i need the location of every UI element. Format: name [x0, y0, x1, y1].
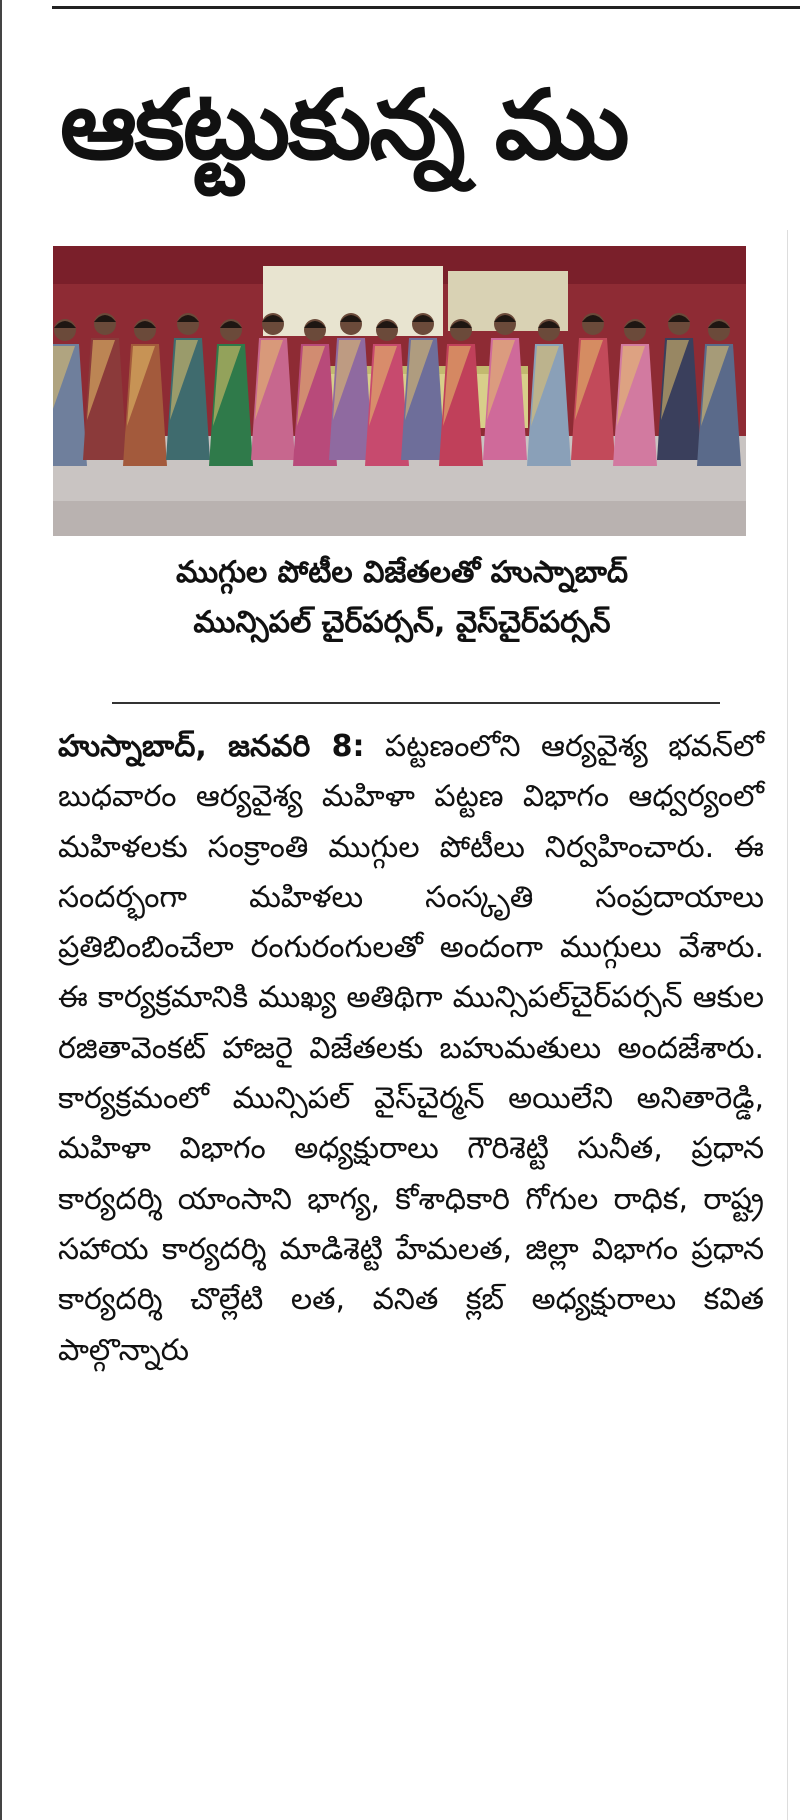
column-left-rule: [0, 0, 2, 1820]
article-headline: ఆకట్టుకున్న ము: [60, 69, 628, 181]
caption-divider: [112, 702, 720, 704]
photo-caption: [62, 548, 742, 648]
article-body-text: పట్టణంలోని ఆర్యవైశ్య భవన్‌లో బుధవారం ఆర్యవైశ్య మహిళా పట్టణ విభాగం ఆధ్వర్యంలో మహిళలకు సంక్రాంతి ముగ్గుల పోటీలు నిర్వహించారు. ఈ సందర్భంగా మహిళలు సంస్కృతి సంప్రదాయాలు ప్రతిబింబించేలా రంగురంగులతో అందంగా ముగ్గులు వేశారు. ఈ కార్యక్రమానికి ముఖ్య అతిథిగా మున్సిపల్‌చైర్‌పర్సన్ ఆకుల రజితావెంకట్ హాజరై విజేతలకు బహుమతులు అందజేశారు. కార్యక్రమంలో మున్సిపల్ వైస్‌చైర్మన్ అయిలేని అనితారెడ్డి, మహిళా విభాగం అధ్యక్షురాలు గౌరిశెట్టి సునీత, ప్రధాన కార్యదర్శి యాంసాని భాగ్య, కోశాధికారి గోగుల రాధిక, రాష్ట్ర సహాయ కార్యదర్శి మాడిశెట్టి హేమలత, జిల్లా విభాగం ప్రధాన కార్యదర్శి చొల్లేటి లత, వనిత క్లబ్ అధ్యక్షురాలు కవిత పాల్గొన్నారు: [58, 729, 764, 1368]
column-right-rule: [787, 230, 788, 1820]
next-article-clipped-line: [88, 1798, 588, 1820]
photo-caption-line-2: మున్సిపల్ చైర్‌పర్సన్, వైస్‌చైర్‌పర్సన్: [193, 605, 611, 640]
article-photo: [53, 246, 746, 536]
article-dateline: హుస్నాబాద్, జనవరి 8:: [58, 729, 365, 764]
photo-caption-line-1: ముగ్గుల పోటీల విజేతలతో హుస్నాబాద్: [175, 555, 629, 590]
article-body: [58, 722, 764, 1376]
column-top-rule: [52, 6, 800, 9]
